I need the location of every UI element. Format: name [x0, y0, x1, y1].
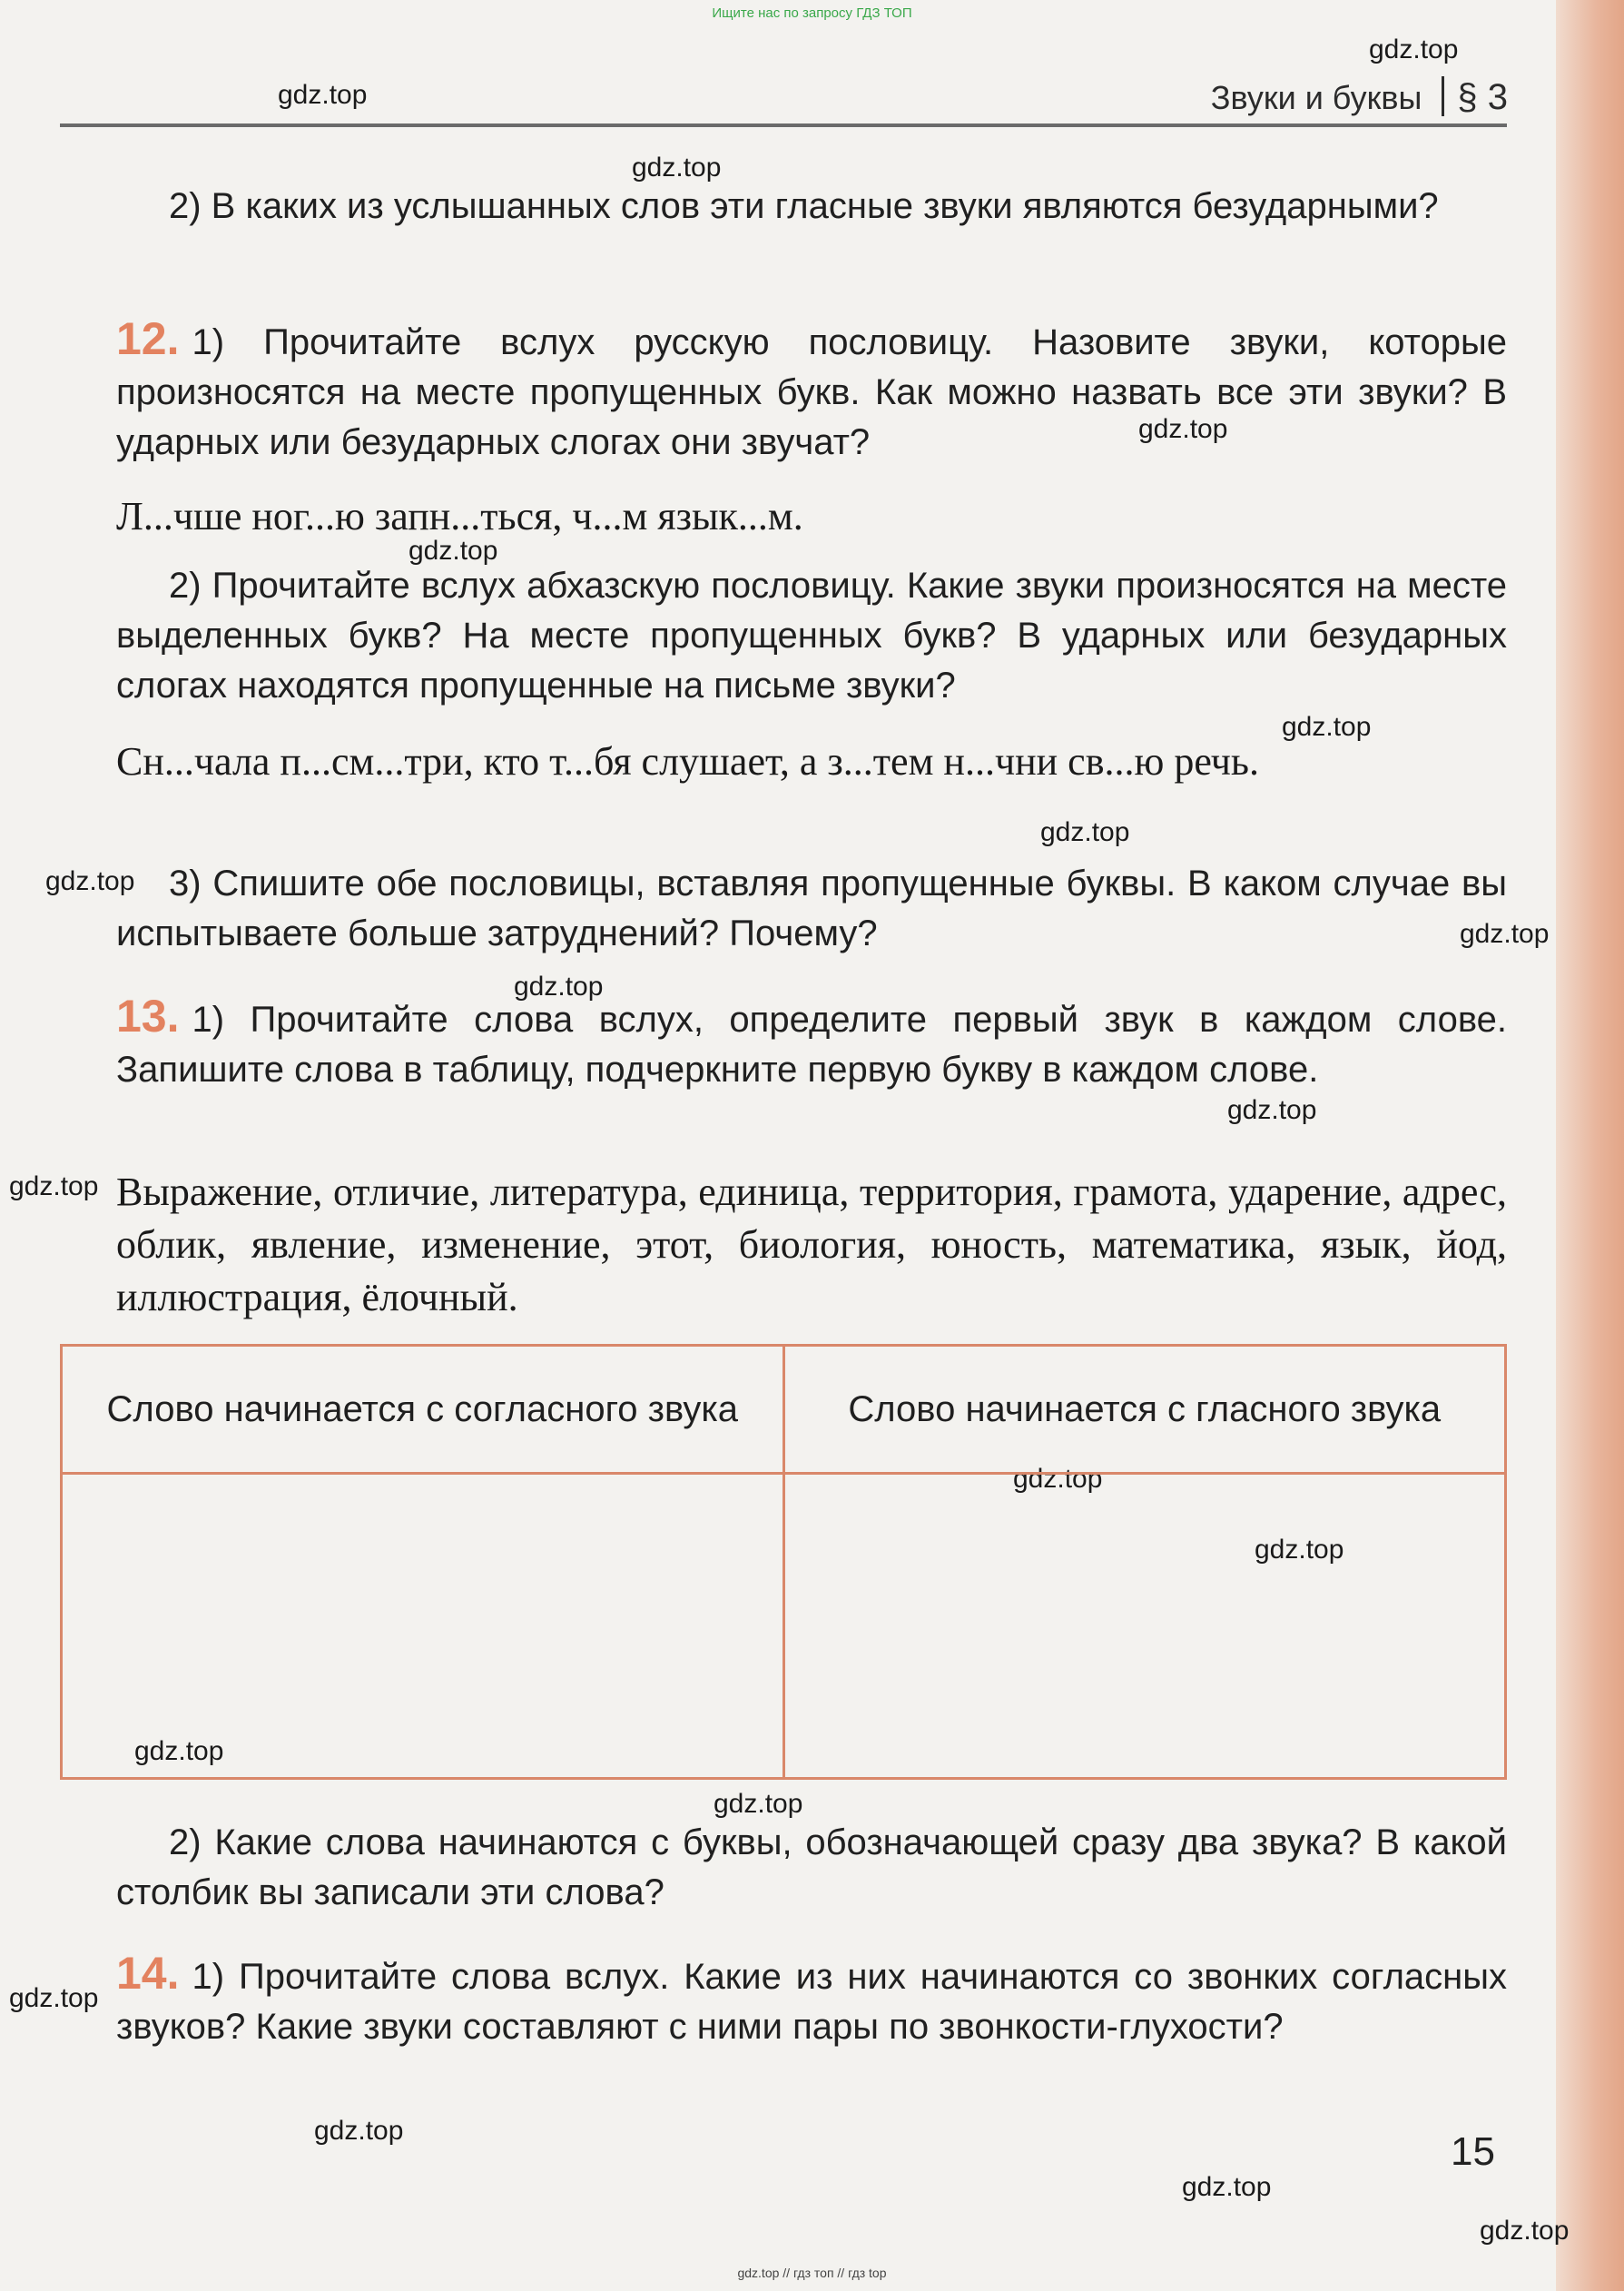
exercise-number: 14.: [116, 1948, 180, 1999]
watermark: gdz.top: [1013, 1464, 1103, 1494]
watermark: gdz.top: [1282, 712, 1372, 742]
word-list: Выражение, отличие, литература, единица, территория, грамота, ударение, адрес, облик, явление, изменение, этот, биология, юность, математика, язык, йод, иллюстрация, ёлочный.: [116, 1170, 1507, 1319]
exercise-12-question-3: 3) Спишите обе пословицы, вставляя пропущенные буквы. В каком случае вы испытываете больше затруднений? Почему?: [116, 864, 1507, 953]
page-edge-strip: [1556, 0, 1624, 2291]
exercise-number: 12.: [116, 313, 180, 364]
exercise-12-question-1: 12. 1) Прочитайте вслух русскую пословицу. Назовите звуки, которые произносятся на месте пропущенных букв. Как можно назвать все эти звуки? В ударных или безударных слогах они звучат?: [116, 313, 1507, 462]
watermark: gdz.top: [514, 972, 604, 1002]
table-header-vowel: Слово начинается с гласного звука: [783, 1346, 1506, 1474]
sound-classification-table: [60, 1344, 1507, 1780]
table-cell-empty[interactable]: [783, 1474, 1506, 1779]
watermark: gdz.top: [314, 2116, 404, 2146]
table-header-consonant: Слово начинается с согласного звука: [62, 1346, 784, 1474]
header-rule: [60, 123, 1507, 127]
watermark: gdz.top: [134, 1736, 224, 1766]
header-separator: [1442, 76, 1444, 116]
watermark: gdz.top: [1369, 35, 1459, 64]
page-number: 15: [1451, 2129, 1495, 2174]
watermark: gdz.top: [632, 153, 722, 183]
running-header: [1211, 76, 1508, 118]
watermark: gdz.top: [1138, 414, 1228, 444]
watermark: gdz.top: [1460, 919, 1550, 949]
header-title: Звуки и буквы: [1210, 79, 1422, 116]
watermark: gdz.top: [9, 1983, 99, 2013]
section-number: § 3: [1457, 77, 1508, 117]
exercise-13-question-2: 2) Какие слова начинаются с буквы, обозначающей сразу два звука? В какой столбик вы записали эти слова?: [116, 1822, 1507, 1912]
watermark: gdz.top: [1255, 1535, 1344, 1565]
exercise-11-question-2: 2) В каких из услышанных слов эти гласные звуки являются безударными?: [169, 186, 1439, 226]
exercise-number: 13.: [116, 991, 180, 1042]
watermark: gdz.top: [1480, 2216, 1570, 2246]
watermark: gdz.top: [1040, 817, 1130, 847]
proverb-abkhazian: Сн...чала п...см...три, кто т...бя слушает, а з...тем н...чни св...ю речь.: [116, 739, 1259, 784]
watermark: gdz.top: [714, 1789, 803, 1819]
top-note: Ищите нас по запросу ГДЗ ТОП: [712, 5, 912, 21]
watermark: gdz.top: [1227, 1095, 1317, 1125]
watermark: gdz.top: [45, 866, 135, 896]
exercise-12-question-2: 2) Прочитайте вслух абхазскую пословицу. Какие звуки произносятся на месте выделенных букв? На месте пропущенных букв? В ударных или безударных слогах находятся пропущенные на письме звуки?: [116, 566, 1507, 706]
watermark: gdz.top: [408, 536, 498, 566]
watermark: gdz.top: [1182, 2172, 1272, 2202]
proverb-russian: Л...чше ног...ю запн...ться, ч...м язык...м.: [116, 494, 803, 538]
table-cell-empty[interactable]: [62, 1474, 784, 1779]
watermark: gdz.top: [278, 80, 368, 110]
watermark: gdz.top: [9, 1171, 99, 1201]
exercise-13-question-1: 13. 1) Прочитайте слова вслух, определите первый звук в каждом слове. Запишите слова в таблицу, подчеркните первую букву в каждом слове.: [116, 991, 1507, 1090]
exercise-14-question-1: 14. 1) Прочитайте слова вслух. Какие из них начинаются со звонких согласных звуков? Какие звуки составляют с ними пары по звонкости-глухости?: [116, 1948, 1507, 2047]
bottom-note: gdz.top // гдз топ // гдз top: [737, 2266, 887, 2280]
